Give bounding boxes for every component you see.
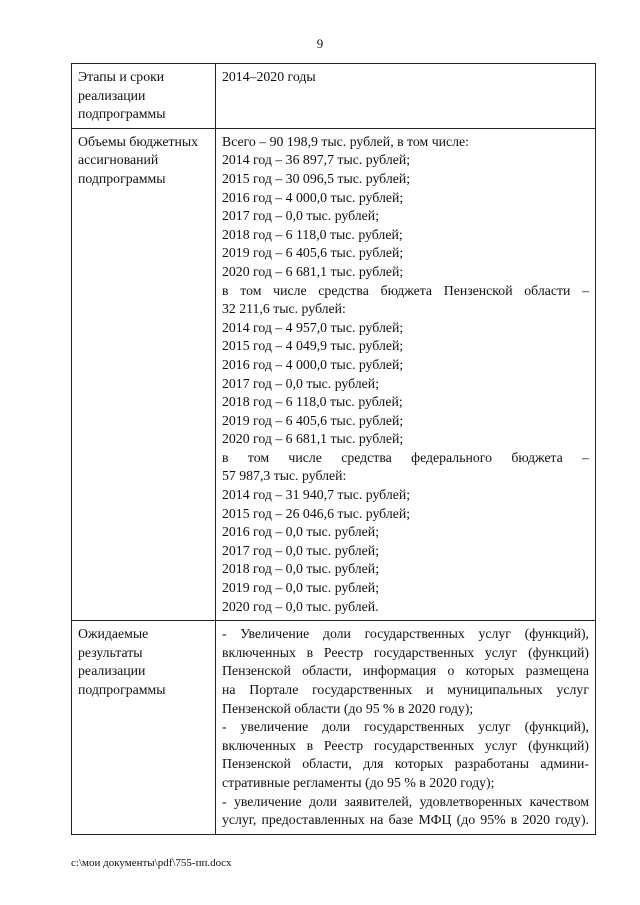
row-content-cell [216, 128, 596, 620]
row-content-line: включенных в Реестр государственных услуг (функций) [222, 737, 589, 753]
row-content-line: 2015 год – 30 096,5 тыс. рублей; [222, 170, 411, 186]
row-label-line: подпрограммы [78, 106, 166, 122]
row-content-line: в том числе средства бюджета Пензенской области – [222, 282, 589, 298]
row-content-line: 2019 год – 6 405,6 тыс. рублей; [222, 412, 404, 428]
row-content-line: Пензенской области (до 95 % в 2020 году); [222, 700, 474, 716]
row-label-line: Объемы бюджетных [78, 133, 199, 149]
row-content-line: 2016 год – 0,0 тыс. рублей; [222, 524, 380, 540]
row-content-line: 2014–2020 годы [222, 69, 316, 84]
file-path-footer: c:\мои документы\pdf\755-пп.docx [71, 857, 232, 869]
row-content-line: 2017 год – 0,0 тыс. рублей; [222, 542, 380, 558]
table-row [72, 64, 596, 129]
table-row [72, 621, 596, 835]
row-content-line: на Портале государственных и муниципальных услуг [222, 682, 589, 697]
row-content-line: 2020 год – 6 681,1 тыс. рублей; [222, 263, 404, 279]
row-label-line: Этапы и сроки [78, 69, 165, 84]
row-content-line: 2019 год – 0,0 тыс. рублей; [222, 580, 380, 596]
row-content-line: 2014 год – 4 957,0 тыс. рублей; [222, 319, 404, 335]
row-content-line: стративные регламенты (до 95 % в 2020 году); [222, 774, 495, 790]
row-content-line: 2014 год – 31 940,7 тыс. рублей; [222, 487, 411, 503]
row-content-line: 2020 год – 6 681,1 тыс. рублей; [222, 431, 404, 447]
row-content-cell [216, 621, 596, 835]
row-content-line: Пензенской области, информация о которых размещена [222, 663, 589, 679]
row-content-cell [216, 64, 596, 129]
row-label-cell [72, 128, 216, 620]
row-content-line: 2017 год – 0,0 тыс. рублей; [222, 208, 380, 224]
row-content-line: 2018 год – 6 118,0 тыс. рублей; [222, 394, 403, 410]
row-content-line: 32 211,6 тыс. рублей: [222, 301, 346, 317]
row-label-line: Ожидаемые [78, 626, 149, 642]
row-content-line: 2017 год – 0,0 тыс. рублей; [222, 375, 380, 391]
row-content-line: 2016 год – 4 000,0 тыс. рублей; [222, 356, 404, 372]
row-label-cell [72, 64, 216, 129]
row-content-line: в том числе средства федерального бюджета – [222, 449, 589, 465]
row-content-line: услуг, предоставленных на базе МФЦ (до 95% в 2020 году). [222, 812, 589, 828]
row-content-line: - Увеличение доли государственных услуг (функций), [222, 626, 589, 642]
row-content-line: 2018 год – 0,0 тыс. рублей; [222, 561, 380, 577]
row-content-line: 2020 год – 0,0 тыс. рублей. [222, 598, 379, 614]
row-content-line: 57 987,3 тыс. рублей: [222, 468, 347, 484]
passport-table [71, 63, 596, 835]
row-content-line: 2015 год – 26 046,6 тыс. рублей; [222, 505, 411, 521]
row-label-line: подпрограммы [78, 682, 166, 697]
row-label-line: реализации [78, 663, 146, 679]
row-content-line: включенных в Реестр государственных услуг (функций) [222, 644, 589, 660]
row-label-line: ассигнований [78, 152, 159, 168]
row-content-line: 2018 год – 6 118,0 тыс. рублей; [222, 226, 403, 242]
row-content-line: 2014 год – 36 897,7 тыс. рублей; [222, 152, 411, 168]
row-content-line: 2019 год – 6 405,6 тыс. рублей; [222, 245, 404, 261]
row-label-cell [72, 621, 216, 835]
page-number: 9 [316, 36, 324, 51]
row-content-line: Пензенской области, для которых разработаны админи- [222, 756, 589, 772]
table-row [72, 128, 596, 620]
row-label-line: результаты [78, 644, 143, 660]
row-content-line: 2015 год – 4 049,9 тыс. рублей; [222, 338, 404, 354]
row-content-line: - увеличение доли заявителей, удовлетворенных качеством [222, 793, 589, 809]
row-content-line: Всего – 90 198,9 тыс. рублей, в том числе: [222, 133, 470, 149]
row-label-line: реализации [78, 87, 146, 103]
row-label-line: подпрограммы [78, 170, 166, 186]
row-content-line: 2016 год – 4 000,0 тыс. рублей; [222, 189, 404, 205]
row-content-line: - увеличение доли государственных услуг (функций), [222, 719, 589, 735]
